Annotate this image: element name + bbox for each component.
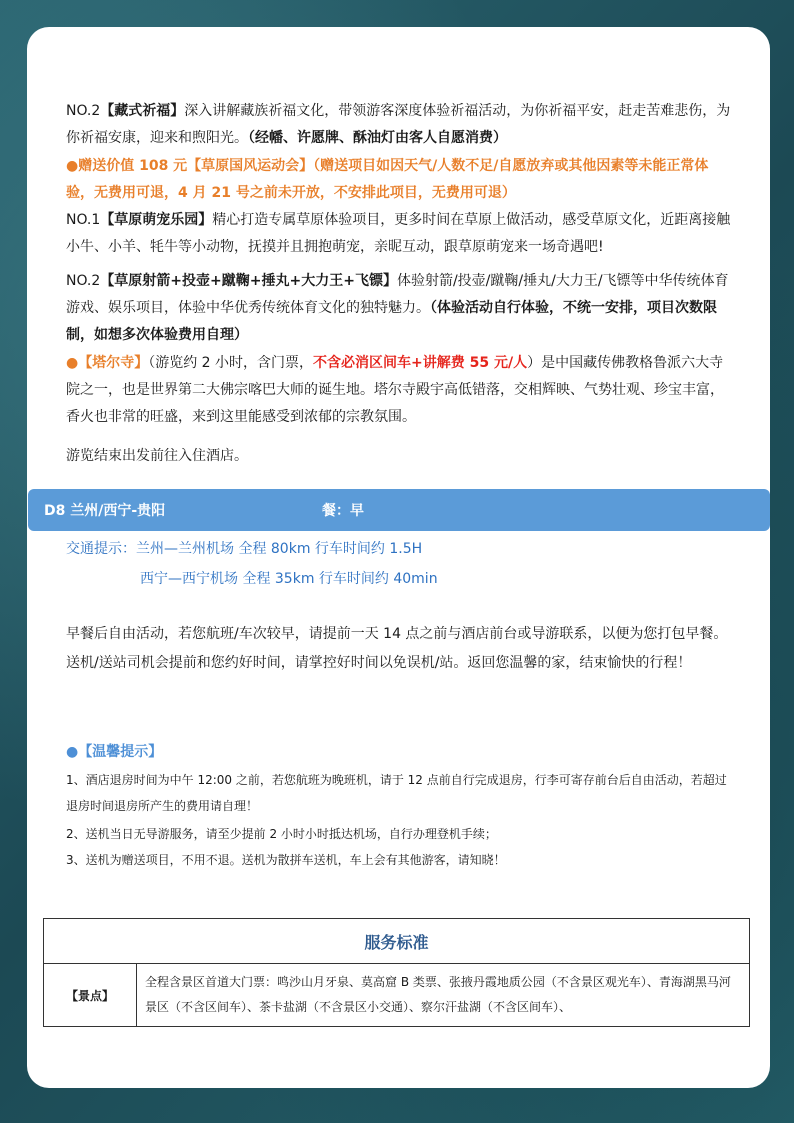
item-number: NO.2 xyxy=(66,273,101,289)
traffic-line-1: 交通提示：兰州—兰州机场 全程 80km 行车时间约 1.5H xyxy=(66,541,423,557)
bullet-dot: ● xyxy=(66,355,79,371)
tip-item-2: 2、送机当日无导游服务，请至少提前 2 小时小时抵达机场，自行办理登机手续； xyxy=(66,827,497,841)
item-description: 精心打造专属草原体验项目，更多时间在草原上做活动，感受草原文化，近距离接触小牛、小羊、牦牛等小动物，抚摸并且拥抱萌宠，亲昵互动，跟草原萌宠来一场奇遇吧! xyxy=(66,212,731,255)
meal-label: 餐：早 xyxy=(322,503,364,519)
item-number: NO.1 xyxy=(66,212,101,228)
service-standard-table xyxy=(43,918,750,1027)
item-description: ）是中国藏传佛教格鲁派六大寺院之一，也是世界第二大佛宗喀巴大师的诞生地。塔尔寺殿宇高低错落，交相辉映、气势壮观、珍宝丰富，香火也非常的旺盛，来到这里能感受到浓郁的宗教氛围。 xyxy=(66,355,724,425)
item-number: NO.2 xyxy=(66,103,101,119)
item-pet-park xyxy=(66,207,732,261)
item-traditional-sports xyxy=(66,268,732,349)
bullet-dot: ● xyxy=(66,744,79,760)
service-title: 服务标准 xyxy=(44,919,750,964)
hotel-note: 游览结束出发前往入住酒店。 xyxy=(66,448,248,464)
item-title: 【塔尔寺】 xyxy=(78,355,149,371)
morning-schedule: 早餐后自由活动，若您航班/车次较早，请提前一天 14 点之前与酒店前台或导游联系，以便为您打包早餐。送机/送站司机会提前和您约好时间，请掌控好时间以免误机/站。返回您温馨的家，结束愉快的行程！ xyxy=(66,626,728,671)
day-label: D8 兰州/西宁-贵阳 xyxy=(44,503,166,519)
item-description: 深入讲解藏族祈福文化，带领游客深度体验祈福活动，为你祈福平安，赶走苦难悲伤，为你祈福安康，迎来和煦阳光。 xyxy=(66,103,731,146)
item-title: 【草原萌宠乐园】 xyxy=(100,212,213,228)
item-pre: （游览约 2 小时，含门票， xyxy=(148,355,314,371)
tip-item-3: 3、送机为赠送项目，不用不退。送机为散拼车送机，车上会有其他游客，请知晓！ xyxy=(66,853,506,867)
item-description: 体验射箭/投壶/蹴鞠/捶丸/大力王/飞镖等中华传统体育游戏、娱乐项目，体验中华优秀传统体育文化的独特魅力。 xyxy=(66,273,729,316)
tips-title: 【温馨提示】 xyxy=(78,744,163,760)
item-note: （体验活动自行体验，不统一安排，项目次数限制，如想多次体验费用自理） xyxy=(66,300,717,343)
item-title: 【藏式祈福】 xyxy=(100,103,185,119)
tip-item-1: 1、酒店退房时间为中午 12:00 之前，若您航班为晚班机，请于 12 点前自行完成退房，行李可寄存前台后自由活动，若超过退房时间退房所产生的费用请自理！ xyxy=(66,773,727,813)
day-header xyxy=(28,489,770,531)
service-description: 全程含景区首道大门票：鸣沙山月牙泉、莫高窟 B 类票、张掖丹霞地质公园（不含景区观光车）、青海湖黑马河景区（不含区间车）、茶卡盐湖（不含景区小交通）、察尔汗盐湖（不含区间车）、 xyxy=(137,964,750,1027)
service-category: 【景点】 xyxy=(44,964,137,1027)
item-tibetan-blessing xyxy=(66,98,732,152)
gift-sports-meet: ●赠送价值 108 元【草原国风运动会】（赠送项目如因天气/人数不足/自愿放弃或其他因素等未能正常体验，无费用可退，4 月 21 号之前未开放，不安排此项目，无费用可退） xyxy=(66,158,709,201)
traffic-line-2: 西宁—西宁机场 全程 35km 行车时间约 40min xyxy=(140,571,438,587)
item-title: 【草原射箭+投壶+蹴鞠+捶丸+大力王+飞镖】 xyxy=(100,273,397,289)
item-taer-temple xyxy=(66,350,732,431)
item-fee-warning: 不含必消区间车+讲解费 55 元/人 xyxy=(313,355,528,371)
tips-heading xyxy=(66,741,162,761)
item-note: （经幡、许愿牌、酥油灯由客人自愿消费） xyxy=(248,130,507,146)
